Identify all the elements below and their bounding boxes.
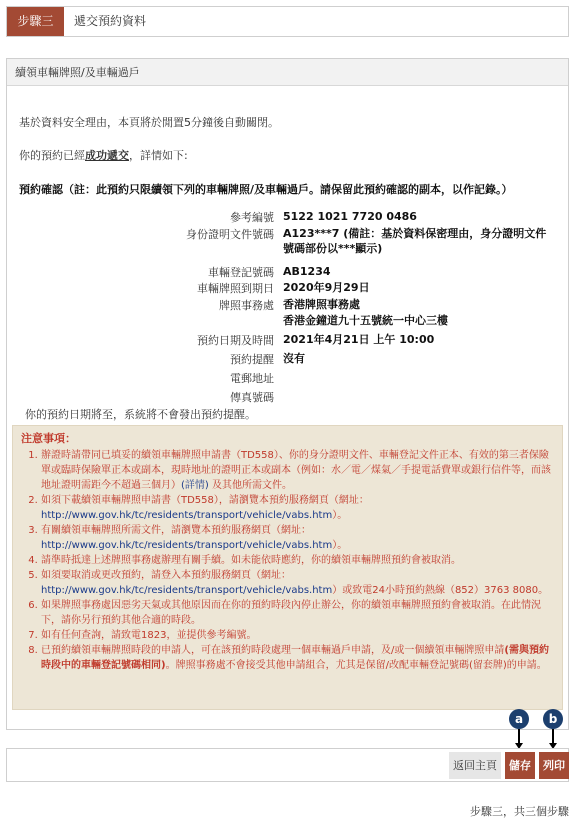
notice-text: 。牌照事務處不會接受其他申請組合，尤其是保留/改配車輛登記號碼(留套牌)的申請。	[165, 660, 547, 671]
notice-item	[41, 643, 554, 673]
notice-text: ）。	[332, 540, 348, 551]
notice-link[interactable]: (詳情)	[181, 480, 209, 491]
notice-list	[21, 448, 554, 673]
notice-item	[41, 493, 554, 523]
booking-panel	[6, 58, 569, 730]
detail-value: 2020年9月29日	[283, 281, 370, 294]
detail-label: 車輛登記號碼	[208, 266, 274, 279]
panel-heading: 續領車輛牌照/及車輛過戶	[7, 59, 568, 86]
confirm-note: 預約確認（註：此預約只限續領下列的車輛牌照/及車輛過戶。請保留此預約確認的副本，以作記錄。）	[19, 183, 513, 196]
detail-label: 參考編號	[230, 211, 274, 224]
notice-text: ）或致電24小時預約熱線（852）3763 8080。	[332, 585, 549, 596]
submitted-pre: 你的預約已經	[19, 149, 85, 162]
notice-item	[41, 553, 554, 568]
home-button[interactable]: 返回主頁	[449, 752, 501, 779]
print-button[interactable]: 列印	[539, 752, 569, 779]
notice-text: ）。	[332, 510, 348, 521]
step-progress: 步驟三，共三個步驟	[470, 805, 569, 818]
notice-text: 有關續領車輛牌照所需文件，請瀏覽本預約服務網頁（網址：	[41, 525, 311, 536]
notice-item	[41, 628, 554, 643]
step-badge: 步驟三	[7, 7, 64, 36]
notice-item	[41, 448, 554, 493]
notice-item	[41, 568, 554, 598]
detail-label: 車輛牌照到期日	[197, 282, 274, 295]
detail-value: 2021年4月21日 上午 10:00	[283, 333, 435, 346]
detail-label: 身份證明文件號碼	[186, 228, 274, 241]
notice-text: 已預約續領車輛牌照時段的申請人，可在該預約時段處理一個車輛過戶申請，及/或一個續領車輛牌照申請	[41, 645, 505, 656]
notice-text: 辦證時請帶同已填妥的續領車輛牌照申請書（TD558）、你的身分證明文件、車輛登記文件正本、有效的第三者保險單或臨時保險單正本或副本，現時地址的證明正本或副本（例如：水／電／煤氣／手提電話費單或銀行信件等，而該地址證明需距今不超過三個月）	[41, 450, 551, 491]
step-header	[6, 6, 569, 37]
notice-link[interactable]: http://www.gov.hk/tc/residents/transport/vehicle/vabs.htm	[41, 540, 333, 551]
reminder-note: 你的預約日期將至，系統將不會發出預約提醒。	[25, 408, 256, 421]
save-button[interactable]: 儲存	[505, 752, 535, 779]
marker-b: b	[543, 709, 563, 729]
notice-link[interactable]: http://www.gov.hk/tc/residents/transport/vehicle/vabs.htm	[41, 585, 333, 596]
detail-value: 5122 1021 7720 0486	[283, 210, 417, 223]
notice-text: 如有任何查詢，請致電1823，並提供參考編號。	[41, 630, 257, 641]
detail-label: 傳真號碼	[230, 391, 274, 404]
action-bar	[6, 748, 569, 782]
detail-label: 電郵地址	[230, 372, 274, 385]
notice-item	[41, 598, 554, 628]
notice-text: 如須要取消或更改預約，請登入本預約服務網頁（網址：	[41, 570, 291, 581]
marker-a: a	[509, 709, 529, 729]
detail-value: AB1234	[283, 265, 331, 278]
detail-value: 香港牌照事務處	[283, 298, 360, 311]
step-title: 遞交預約資料	[74, 14, 147, 28]
detail-value: A123***7 (備註：基於資料保密理由，身分證明文件號碼部份以***顯示)	[283, 227, 547, 255]
auto-close-message: 基於資料安全理由，本頁將於閒置5分鐘後自動關閉。	[19, 116, 279, 129]
submitted-message	[19, 147, 188, 163]
detail-value-address: 香港金鐘道九十五號統一中心三樓	[283, 314, 448, 327]
notice-text: 如果牌照事務處因惡劣天氣或其他原因而在你的預約時段內停止辦公，你的續領車輛牌照預約會被取消。在此情況下，請你另行預約其他合適的時段。	[41, 600, 541, 626]
notice-text: 及其他所需文件。	[208, 480, 292, 491]
submitted-post: ，詳情如下:	[129, 149, 188, 162]
submitted-link: 成功遞交	[85, 149, 129, 162]
notice-text: 如須下載續領車輛牌照申請書（TD558），請瀏覽本預約服務網頁（網址：	[41, 495, 369, 506]
detail-value: 沒有	[283, 352, 305, 365]
detail-label: 預約提醒	[230, 353, 274, 366]
notice-item	[41, 523, 554, 553]
notice-bold-text: (需與預約時段中的車輛登記號碼相同)	[41, 645, 549, 671]
notice-link[interactable]: http://www.gov.hk/tc/residents/transport/vehicle/vabs.htm	[41, 510, 333, 521]
notice-text: 請準時抵達上述牌照事務處辦理有關手續。如未能依時應約，你的續領車輛牌照預約會被取消。	[41, 555, 461, 566]
detail-label: 預約日期及時間	[197, 334, 274, 347]
notice-box	[12, 425, 563, 710]
notice-title: 注意事項：	[21, 432, 76, 445]
detail-label: 牌照事務處	[219, 299, 274, 312]
